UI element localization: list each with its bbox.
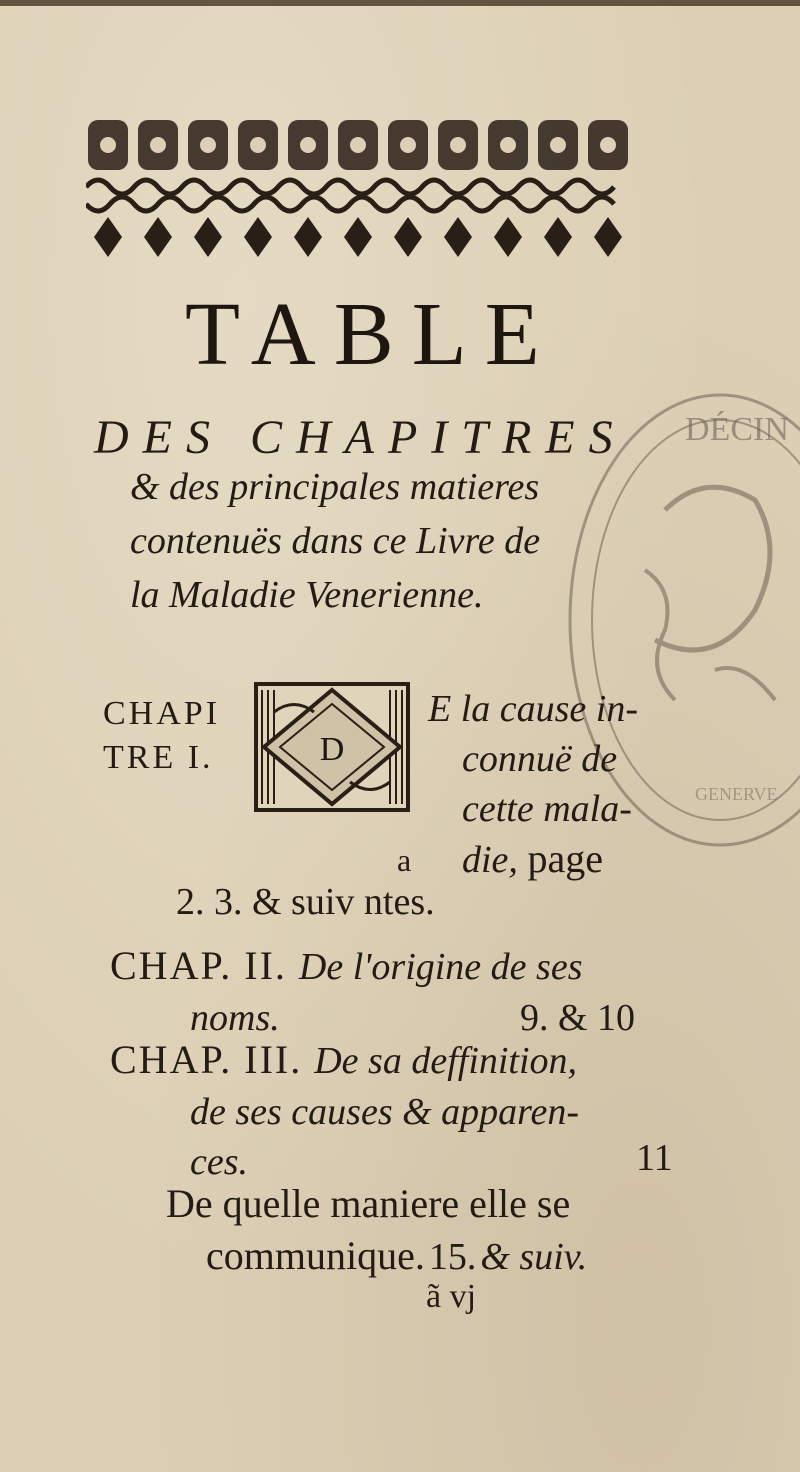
chapter1-pages: 2. 3. & suiv ntes.: [176, 881, 435, 923]
stamp-bottom-text: GENERVE: [695, 784, 778, 804]
section-line1: De quelle maniere elle se: [166, 1181, 571, 1226]
fleuron-ornament-band: [86, 112, 646, 262]
chapter1-label: [103, 692, 220, 780]
description-line: la Maladie Venerienne.: [130, 574, 484, 616]
description-line: contenuës dans ce Livre de: [130, 520, 541, 562]
description-line: & des principales matieres: [130, 466, 540, 508]
chapter2-label: CHAP. II.: [110, 943, 287, 988]
section-suiv: & suiv.: [480, 1236, 588, 1278]
signature-mark: ã vj: [426, 1278, 477, 1315]
chapter1-label-line: TRE I.: [103, 739, 214, 776]
chapter3-title: De sa deffinition,: [314, 1040, 578, 1082]
chapter2-pages: 9. & 10: [520, 997, 636, 1039]
section-line2-text: communique.: [206, 1233, 425, 1278]
chapter1-text-line: E la cause in-: [428, 688, 639, 730]
chapter2-line2: [190, 996, 280, 1040]
page-title: TABLE: [185, 285, 558, 384]
chapter1-text-line: cette mala-: [462, 788, 632, 830]
page-word: page: [527, 836, 603, 881]
section-line2: [206, 1232, 587, 1279]
chapter1-text-line: connuë de: [462, 738, 618, 780]
chapter1-text-line: die,: [462, 839, 518, 881]
chapter3-line: [110, 1036, 577, 1083]
page-top-edge: [0, 0, 800, 6]
subtitle: DES CHAPITRES: [94, 411, 627, 464]
chapter3-page: 11: [636, 1137, 673, 1179]
section-pages: 15.: [428, 1236, 477, 1278]
stamp-ring-text: DÉCIN: [685, 411, 789, 448]
chapter2-title: De l'origine de ses: [298, 946, 583, 988]
chapter2-title-cont: noms.: [190, 997, 280, 1039]
chapter1-text: [428, 684, 678, 885]
chapter1-label-line: CHAPI: [103, 695, 221, 732]
chapter2-line: [110, 942, 582, 989]
initial-letter: D: [319, 731, 345, 768]
decorated-initial-D: [254, 682, 410, 812]
chapter3-line2: de ses causes & apparen-: [190, 1091, 580, 1133]
chapter3-label: CHAP. III.: [110, 1037, 303, 1082]
chapter3-line3: ces.: [190, 1141, 249, 1183]
stray-letter: a: [397, 842, 412, 878]
